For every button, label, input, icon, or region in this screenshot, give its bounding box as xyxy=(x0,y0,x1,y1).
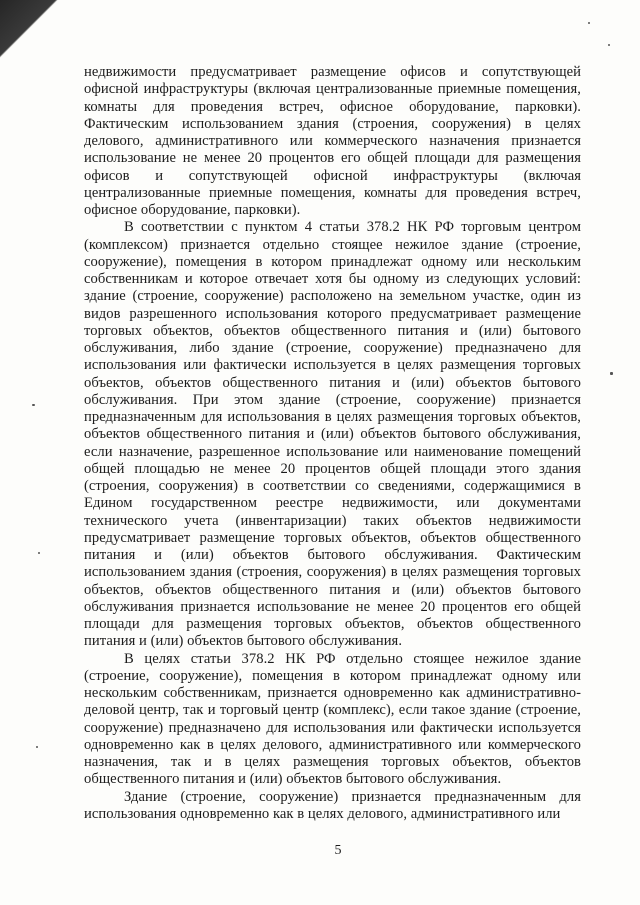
paragraph-2: В соответствии с пунктом 4 статьи 378.2 НК РФ торговым центром (комплексом) признается отдельно стоящее нежилое здание (строение, сооружение), помещения в котором принадлежат одному или нескольким собственникам и которое отвечает хотя бы одному из следующих условий: здание (строение, сооружение) расположено на земельном участке, один из видов разрешенного использования которого предусматривает размещение торговых объектов, объектов общественного питания и (или) бытового обслуживания, либо здание (строение, сооружение) предназначено для использования или фактически используется в целях размещения торговых объектов, объектов общественного питания и (или) объектов бытового обслуживания. При этом здание (строение, сооружение) признается предназначенным для использования в целях размещения торговых объектов, объектов общественного питания и (или) объектов бытового обслуживания, если назначение, разрешенное использование или наименование помещений общей площадью не менее 20 процентов общей площади этого здания (строения, сооружения) в соответствии со сведениями, содержащимися в Едином государственном реестре недвижимости, или документами технического учета (инвентаризации) таких объектов недвижимости предусматривает размещение торговых объектов, объектов общественного питания и (или) объектов бытового обслуживания. Фактическим использованием здания (строения, сооружения) в целях размещения торговых объектов, объектов общественного питания и (или) объектов бытового обслуживания признается использование не менее 20 процентов его общей площади для размещения торговых объектов, объектов общественного питания и (или) объектов бытового обслуживания. xyxy=(84,219,581,650)
paragraph-1: недвижимости предусматривает размещение офисов и сопутствующей офисной инфраструктуры (включая централизованные приемные помещения, комнаты для проведения встреч, офисное оборудование, парковки). Фактическим использованием здания (строения, сооружения) в целях делового, административного или коммерческого назначения признается использование не менее 20 процентов его общей площади для размещения офисов и сопутствующей офисной инфраструктуры (включая централизованные приемные помещения, комнаты для проведения встреч, офисное оборудование, парковки). xyxy=(84,64,581,218)
scan-corner-shadow xyxy=(0,0,58,58)
scan-speck xyxy=(38,552,40,554)
scan-speck xyxy=(588,22,590,24)
document-body xyxy=(84,64,581,823)
paragraph-4: Здание (строение, сооружение) признается предназначенным для использования одновременно как в целях делового, административного или xyxy=(84,788,581,822)
page-number: 5 xyxy=(334,843,342,858)
scan-speck xyxy=(32,404,35,406)
scan-speck xyxy=(608,44,610,46)
scan-speck xyxy=(610,372,613,375)
scan-speck xyxy=(36,746,38,748)
paragraph-3: В целях статьи 378.2 НК РФ отдельно стоящее нежилое здание (строение, сооружение), помещения в котором принадлежат одному или нескольким собственникам, признается одновременно как административно-деловой центр, так и торговый центр (комплекс), если такое здание (строение, сооружение) предназначено для использования или фактически используется одновременно как в целях делового, административного или коммерческого назначения, так и в целях размещения торговых объектов, объектов общественного питания и (или) объектов бытового обслуживания. xyxy=(84,650,581,788)
